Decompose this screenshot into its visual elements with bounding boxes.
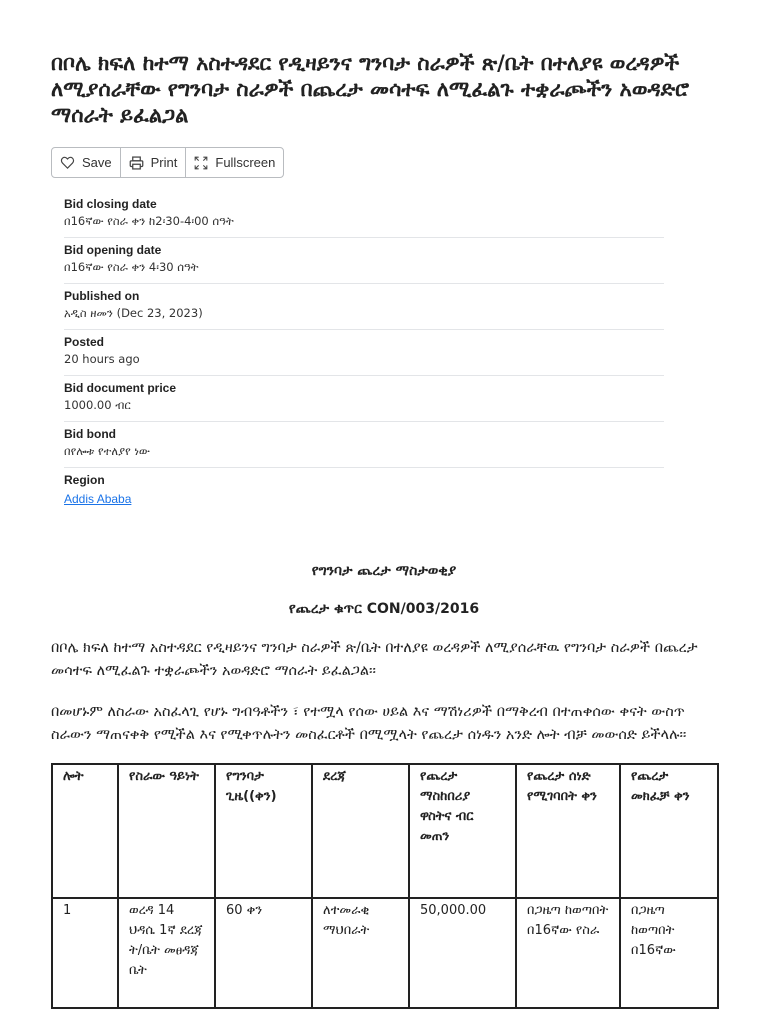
- header-work-type: የስራው ዓይነት: [118, 764, 215, 898]
- expand-icon: [194, 156, 208, 170]
- published-label: Published on: [64, 289, 140, 303]
- save-button[interactable]: [52, 148, 120, 177]
- bid-opening-label: Bid opening date: [64, 243, 162, 257]
- header-submission-date: የጨረታ ሰነድ የሚገባበት ቀን: [516, 764, 620, 898]
- document-price-label: Bid document price: [64, 381, 177, 395]
- table-row: [52, 898, 718, 1008]
- lots-table: [51, 763, 719, 1009]
- header-bid-security: የጨረታ ማስከበሪያ ዋስትና ብር መጠን: [409, 764, 516, 898]
- page-title: በቦሌ ክፍለ ከተማ አስተዳደር የዲዛይንና ግንባታ ስራዎች ጽ/ቤት በተለያዩ ወረዳዎች ለሚያሰራቸው የግንባታ ስራዎች በጨረታ መሳተፍ ለሚፈልጉ ተቋራጮችን አወዳድሮ ማሰራት ይፈልጋል: [51, 51, 690, 127]
- region-label: Region: [64, 473, 105, 487]
- notice-paragraph-2: በመሆኑም ለስራው አስፈላጊ የሆኑ ግብዓቶችን ፣ የተሟላ የሰው ሀይል እና ማሽነሪዎች በማቅረብ በተጠቀሰው ቀናት ውስጥ ስራውን ማጠናቀቅ የሚችል እና የሚቀጥሉትን መስፈርቶች በሚሟላት የጨረታ ሰነዱን አንድ ሎት ብቻ መውሰድ ይችላሉ፡፡: [51, 704, 687, 743]
- posted-row: [64, 330, 664, 376]
- print-button[interactable]: [120, 148, 186, 177]
- document-price-value: 1000.00 ብር: [64, 398, 131, 412]
- published-row: [64, 284, 664, 330]
- bid-bond-row: [64, 422, 664, 468]
- cell-grade: ለተመራቂ ማህበራት: [312, 898, 409, 1008]
- notice-heading: የግንባታ ጨረታ ማስታወቂያ: [311, 563, 457, 579]
- bid-details: [64, 192, 664, 514]
- notice-paragraph-1: በቦሌ ክፍለ ከተማ አስተዳደር የዲዛይንና ግንባታ ስራዎች ጽ/ቤት በተለያዩ ወረዳዎች ለሚያሰራቸዉ የግንባታ ስራዎች በጨረታ መሳተፍ ለሚፈልጉ ተቋራጮችን አወዳድሮ ማሰራት ይፈልጋል፡፡: [51, 640, 698, 679]
- posted-value: 20 hours ago: [64, 352, 140, 366]
- save-label: Save: [82, 155, 112, 170]
- posted-label: Posted: [64, 335, 105, 349]
- bid-opening-row: [64, 238, 664, 284]
- header-grade: ደረጃ: [312, 764, 409, 898]
- cell-opening-date: በጋዜጣ ከወጣበት በ16ኛው: [620, 898, 718, 1008]
- printer-icon: [129, 156, 144, 170]
- bid-opening-value: በ16ኛው የስራ ቀን 4፡30 ሰዓት: [64, 260, 199, 274]
- bid-closing-value: በ16ኛው የስራ ቀን ከ2፡30-4፡00 ሰዓት: [64, 214, 234, 228]
- bid-bond-label: Bid bond: [64, 427, 116, 441]
- cell-bid-security: 50,000.00: [409, 898, 516, 1008]
- fullscreen-label: Fullscreen: [215, 155, 276, 170]
- heart-icon: [60, 156, 75, 169]
- published-value: አዲስ ዘመን (Dec 23, 2023): [64, 306, 203, 320]
- document-price-row: [64, 376, 664, 422]
- action-toolbar: [51, 147, 284, 178]
- cell-duration: 60 ቀን: [215, 898, 312, 1008]
- region-row: [64, 468, 664, 514]
- header-duration: የግንባታ ጊዜ((ቀን): [215, 764, 312, 898]
- bid-number: የጨረታ ቁጥር CON/003/2016: [288, 601, 480, 617]
- header-opening-date: የጨረታ መክፈቻ ቀን: [620, 764, 718, 898]
- cell-lot: 1: [52, 898, 118, 1008]
- bid-closing-label: Bid closing date: [64, 197, 157, 211]
- cell-work-type: ወረዳ 14 ህዳሴ 1ኛ ደረጃ ት/ቤት መፀዳጃ ቤት: [118, 898, 215, 1008]
- cell-submission-date: በጋዜጣ ከወጣበት በ16ኛው የስራ: [516, 898, 620, 1008]
- region-link[interactable]: Addis Ababa: [64, 492, 132, 506]
- print-label: Print: [150, 155, 178, 170]
- header-lot: ሎት: [52, 764, 118, 898]
- bid-closing-row: [64, 192, 664, 238]
- fullscreen-button[interactable]: [185, 148, 283, 177]
- bid-bond-value: በየሎቱ የተለያየ ነው: [64, 444, 150, 458]
- table-header-row: [52, 764, 718, 898]
